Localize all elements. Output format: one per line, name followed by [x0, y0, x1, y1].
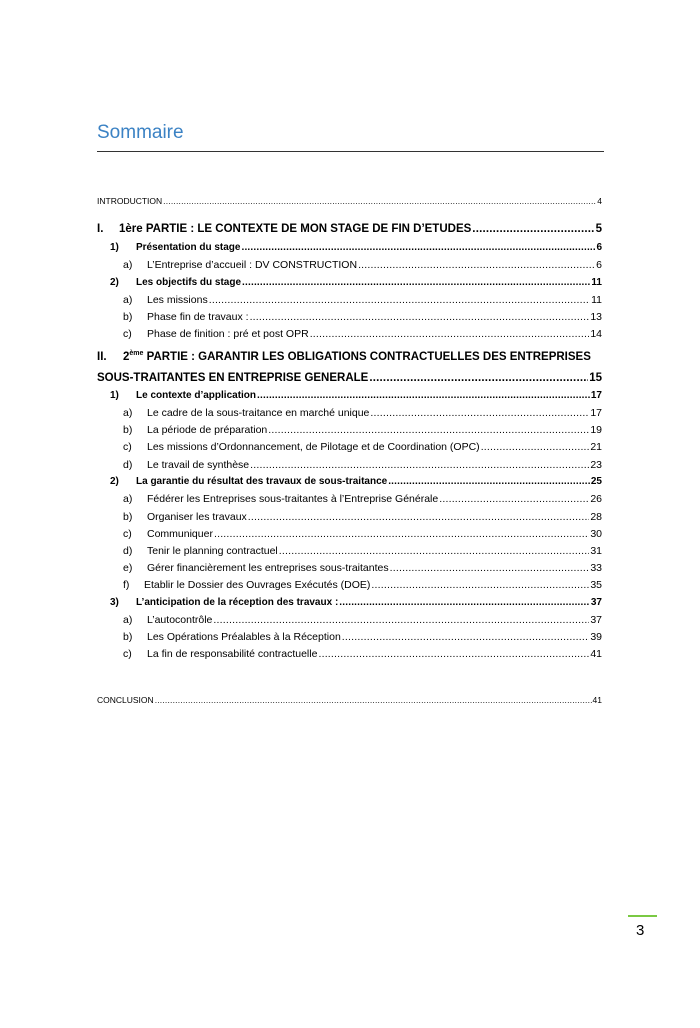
toc-number: d)	[123, 459, 133, 471]
toc-label: Phase de finition : pré et post OPR	[147, 328, 309, 340]
toc-leader-dots	[250, 310, 590, 324]
toc-number: d)	[123, 545, 133, 557]
toc-page: 14	[590, 328, 602, 340]
toc-entry-introduction[interactable]	[97, 194, 602, 208]
toc-label: Gérer financièrement les entreprises sous-traitantes	[147, 562, 389, 574]
toc-number: a)	[123, 614, 133, 626]
toc-label: SOUS-TRAITANTES EN ENTREPRISE GENERALE	[97, 372, 369, 384]
toc-number: b)	[123, 631, 133, 643]
toc-entry-2-3-b[interactable]	[123, 630, 602, 644]
toc-entry-2-1[interactable]	[110, 389, 602, 403]
toc-label: 1ère PARTIE : LE CONTEXTE DE MON STAGE DE FIN D’ETUDES	[119, 223, 472, 235]
toc-leader-dots	[213, 613, 589, 627]
toc-label: Organiser les travaux	[147, 511, 247, 523]
toc-leader-dots	[439, 492, 589, 506]
toc-page: 5	[595, 223, 602, 235]
toc-leader-dots	[209, 293, 590, 307]
toc-label: La garantie du résultat des travaux de sous-traitance	[136, 476, 388, 487]
page-number-accent	[628, 915, 657, 917]
toc-leader-dots	[257, 389, 590, 403]
toc-leader-dots	[250, 458, 589, 472]
toc-label: Phase fin de travaux :	[147, 311, 249, 323]
toc-leader-dots	[318, 647, 589, 661]
toc-page: 37	[590, 597, 602, 608]
toc-entry-2-1-d[interactable]	[123, 458, 602, 472]
toc-label: La période de préparation	[147, 424, 268, 436]
toc-entry-1-1[interactable]	[110, 241, 602, 255]
toc-page: 17	[590, 390, 602, 401]
toc-ordinal: 2	[123, 350, 130, 363]
toc-leader-dots	[155, 693, 592, 707]
toc-page: 26	[590, 493, 602, 505]
toc-entry-2-3-c[interactable]	[123, 647, 602, 661]
toc-page: 4	[597, 196, 602, 206]
toc-leader-dots	[342, 630, 590, 644]
toc-label: Le contexte d’application	[136, 390, 257, 401]
toc-label: Les Opérations Préalables à la Réception	[147, 631, 341, 643]
toc-number: c)	[123, 441, 132, 453]
toc-leader-dots	[370, 406, 589, 420]
toc-entry-1-2[interactable]	[110, 276, 602, 290]
toc-entry-part-1[interactable]	[97, 222, 602, 236]
toc-page: 23	[590, 459, 602, 471]
toc-label: Le travail de synthèse	[147, 459, 250, 471]
toc-leader-dots	[390, 561, 590, 575]
toc-label: L’autocontrôle	[147, 614, 213, 626]
toc-label: L’Entreprise d’accueil : DV CONSTRUCTION	[147, 259, 358, 271]
toc-entry-2-2[interactable]	[110, 475, 602, 489]
toc-entry-2-1-a[interactable]	[123, 406, 602, 420]
toc-number: a)	[123, 259, 133, 271]
toc-page: 17	[590, 407, 602, 419]
toc-page: 30	[590, 528, 602, 540]
toc-number: a)	[123, 294, 133, 306]
toc-page: 11	[591, 277, 602, 288]
toc-ordinal-suffix: ème	[129, 350, 144, 357]
toc-label: Communiquer	[147, 528, 213, 540]
toc-leader-dots	[163, 194, 596, 208]
toc-page: 37	[590, 614, 602, 626]
page-number: 3	[636, 922, 645, 939]
toc-page: 21	[590, 441, 602, 453]
toc-number: II.	[97, 350, 107, 363]
toc-page: 13	[590, 311, 602, 323]
toc-entry-conclusion[interactable]	[97, 693, 602, 707]
toc-number: b)	[123, 311, 133, 323]
toc-number: c)	[123, 328, 132, 340]
toc-entry-2-2-b[interactable]	[123, 510, 602, 524]
toc-leader-dots	[358, 258, 595, 272]
toc-page: 28	[590, 511, 602, 523]
toc-leader-dots	[268, 423, 589, 437]
toc-number: 1)	[110, 242, 119, 253]
toc-number: b)	[123, 511, 133, 523]
toc-label: Présentation du stage	[136, 242, 241, 253]
toc-leader-dots	[339, 596, 590, 610]
toc-label: L’anticipation de la réception des travaux :	[136, 597, 339, 608]
toc-number: I.	[97, 223, 104, 235]
toc-label: Les objectifs du stage	[136, 277, 242, 288]
toc-label: Les missions	[147, 294, 208, 306]
toc-leader-dots	[241, 241, 595, 255]
page-title: Sommaire	[97, 122, 184, 143]
toc-page: 6	[596, 259, 602, 271]
toc-label: Fédérer les Entreprises sous-traitantes à l’Entreprise Générale	[147, 493, 439, 505]
toc-label: CONCLUSION	[97, 695, 154, 705]
title-divider	[97, 151, 604, 152]
toc-number: f)	[123, 579, 130, 591]
toc-page: 6	[596, 242, 602, 253]
toc-number: 3)	[110, 597, 119, 608]
toc-label: PARTIE : GARANTIR LES OBLIGATIONS CONTRACTUELLES DES ENTREPRISES	[146, 350, 591, 363]
toc-page: 39	[590, 631, 602, 643]
toc-page: 33	[590, 562, 602, 574]
toc-entry-1-1-a[interactable]	[123, 258, 602, 272]
toc-number: 1)	[110, 390, 119, 401]
toc-leader-dots	[388, 475, 590, 489]
toc-page: 11	[591, 294, 602, 306]
toc-number: 2)	[110, 277, 119, 288]
toc-number: a)	[123, 493, 133, 505]
toc-number: 2)	[110, 476, 119, 487]
toc-label: INTRODUCTION	[97, 196, 163, 206]
toc-page: 35	[590, 579, 602, 591]
toc-page: 41	[592, 695, 602, 705]
toc-page: 15	[589, 372, 602, 384]
toc-label: Tenir le planning contractuel	[147, 545, 278, 557]
toc-leader-dots	[242, 276, 590, 290]
toc-number: c)	[123, 528, 132, 540]
toc-leader-dots	[472, 222, 594, 236]
toc-entry-2-3-a[interactable]	[123, 613, 602, 627]
toc-entry-2-2-c[interactable]	[123, 527, 602, 541]
toc-entry-part-2-line-2[interactable]	[97, 371, 602, 385]
toc-label: La fin de responsabilité contractuelle	[147, 648, 318, 660]
toc-page: 19	[590, 424, 602, 436]
toc-page: 31	[590, 545, 602, 557]
toc-entry-1-2-a[interactable]	[123, 293, 602, 307]
toc-leader-dots	[248, 510, 590, 524]
toc-leader-dots	[214, 527, 589, 541]
toc-label: Le cadre de la sous-traitance en marché unique	[147, 407, 370, 419]
toc-entry-2-2-a[interactable]	[123, 492, 602, 506]
toc-number: b)	[123, 424, 133, 436]
toc-page: 25	[590, 476, 602, 487]
toc-entry-2-2-e[interactable]	[123, 561, 602, 575]
toc-leader-dots	[371, 578, 589, 592]
toc-entry-1-2-b[interactable]	[123, 310, 602, 324]
toc-leader-dots	[481, 440, 590, 454]
toc-number: c)	[123, 648, 132, 660]
toc-leader-dots	[279, 544, 590, 558]
toc-number: a)	[123, 407, 133, 419]
toc-leader-dots	[369, 371, 588, 385]
toc-entry-2-3[interactable]	[110, 596, 602, 610]
toc-entry-2-1-b[interactable]	[123, 423, 602, 437]
toc-entry-2-2-f[interactable]	[123, 578, 602, 592]
toc-leader-dots	[310, 327, 590, 341]
toc-entry-2-1-c[interactable]	[123, 440, 602, 454]
toc-label: Etablir le Dossier des Ouvrages Exécutés (DOE)	[144, 579, 371, 591]
toc-page: 41	[590, 648, 602, 660]
toc-entry-1-2-c[interactable]	[123, 327, 602, 341]
toc-label: Les missions d’Ordonnancement, de Pilotage et de Coordination (OPC)	[147, 441, 480, 453]
toc-entry-2-2-d[interactable]	[123, 544, 602, 558]
toc-number: e)	[123, 562, 133, 574]
toc-entry-part-2-line-1[interactable]	[97, 350, 591, 363]
